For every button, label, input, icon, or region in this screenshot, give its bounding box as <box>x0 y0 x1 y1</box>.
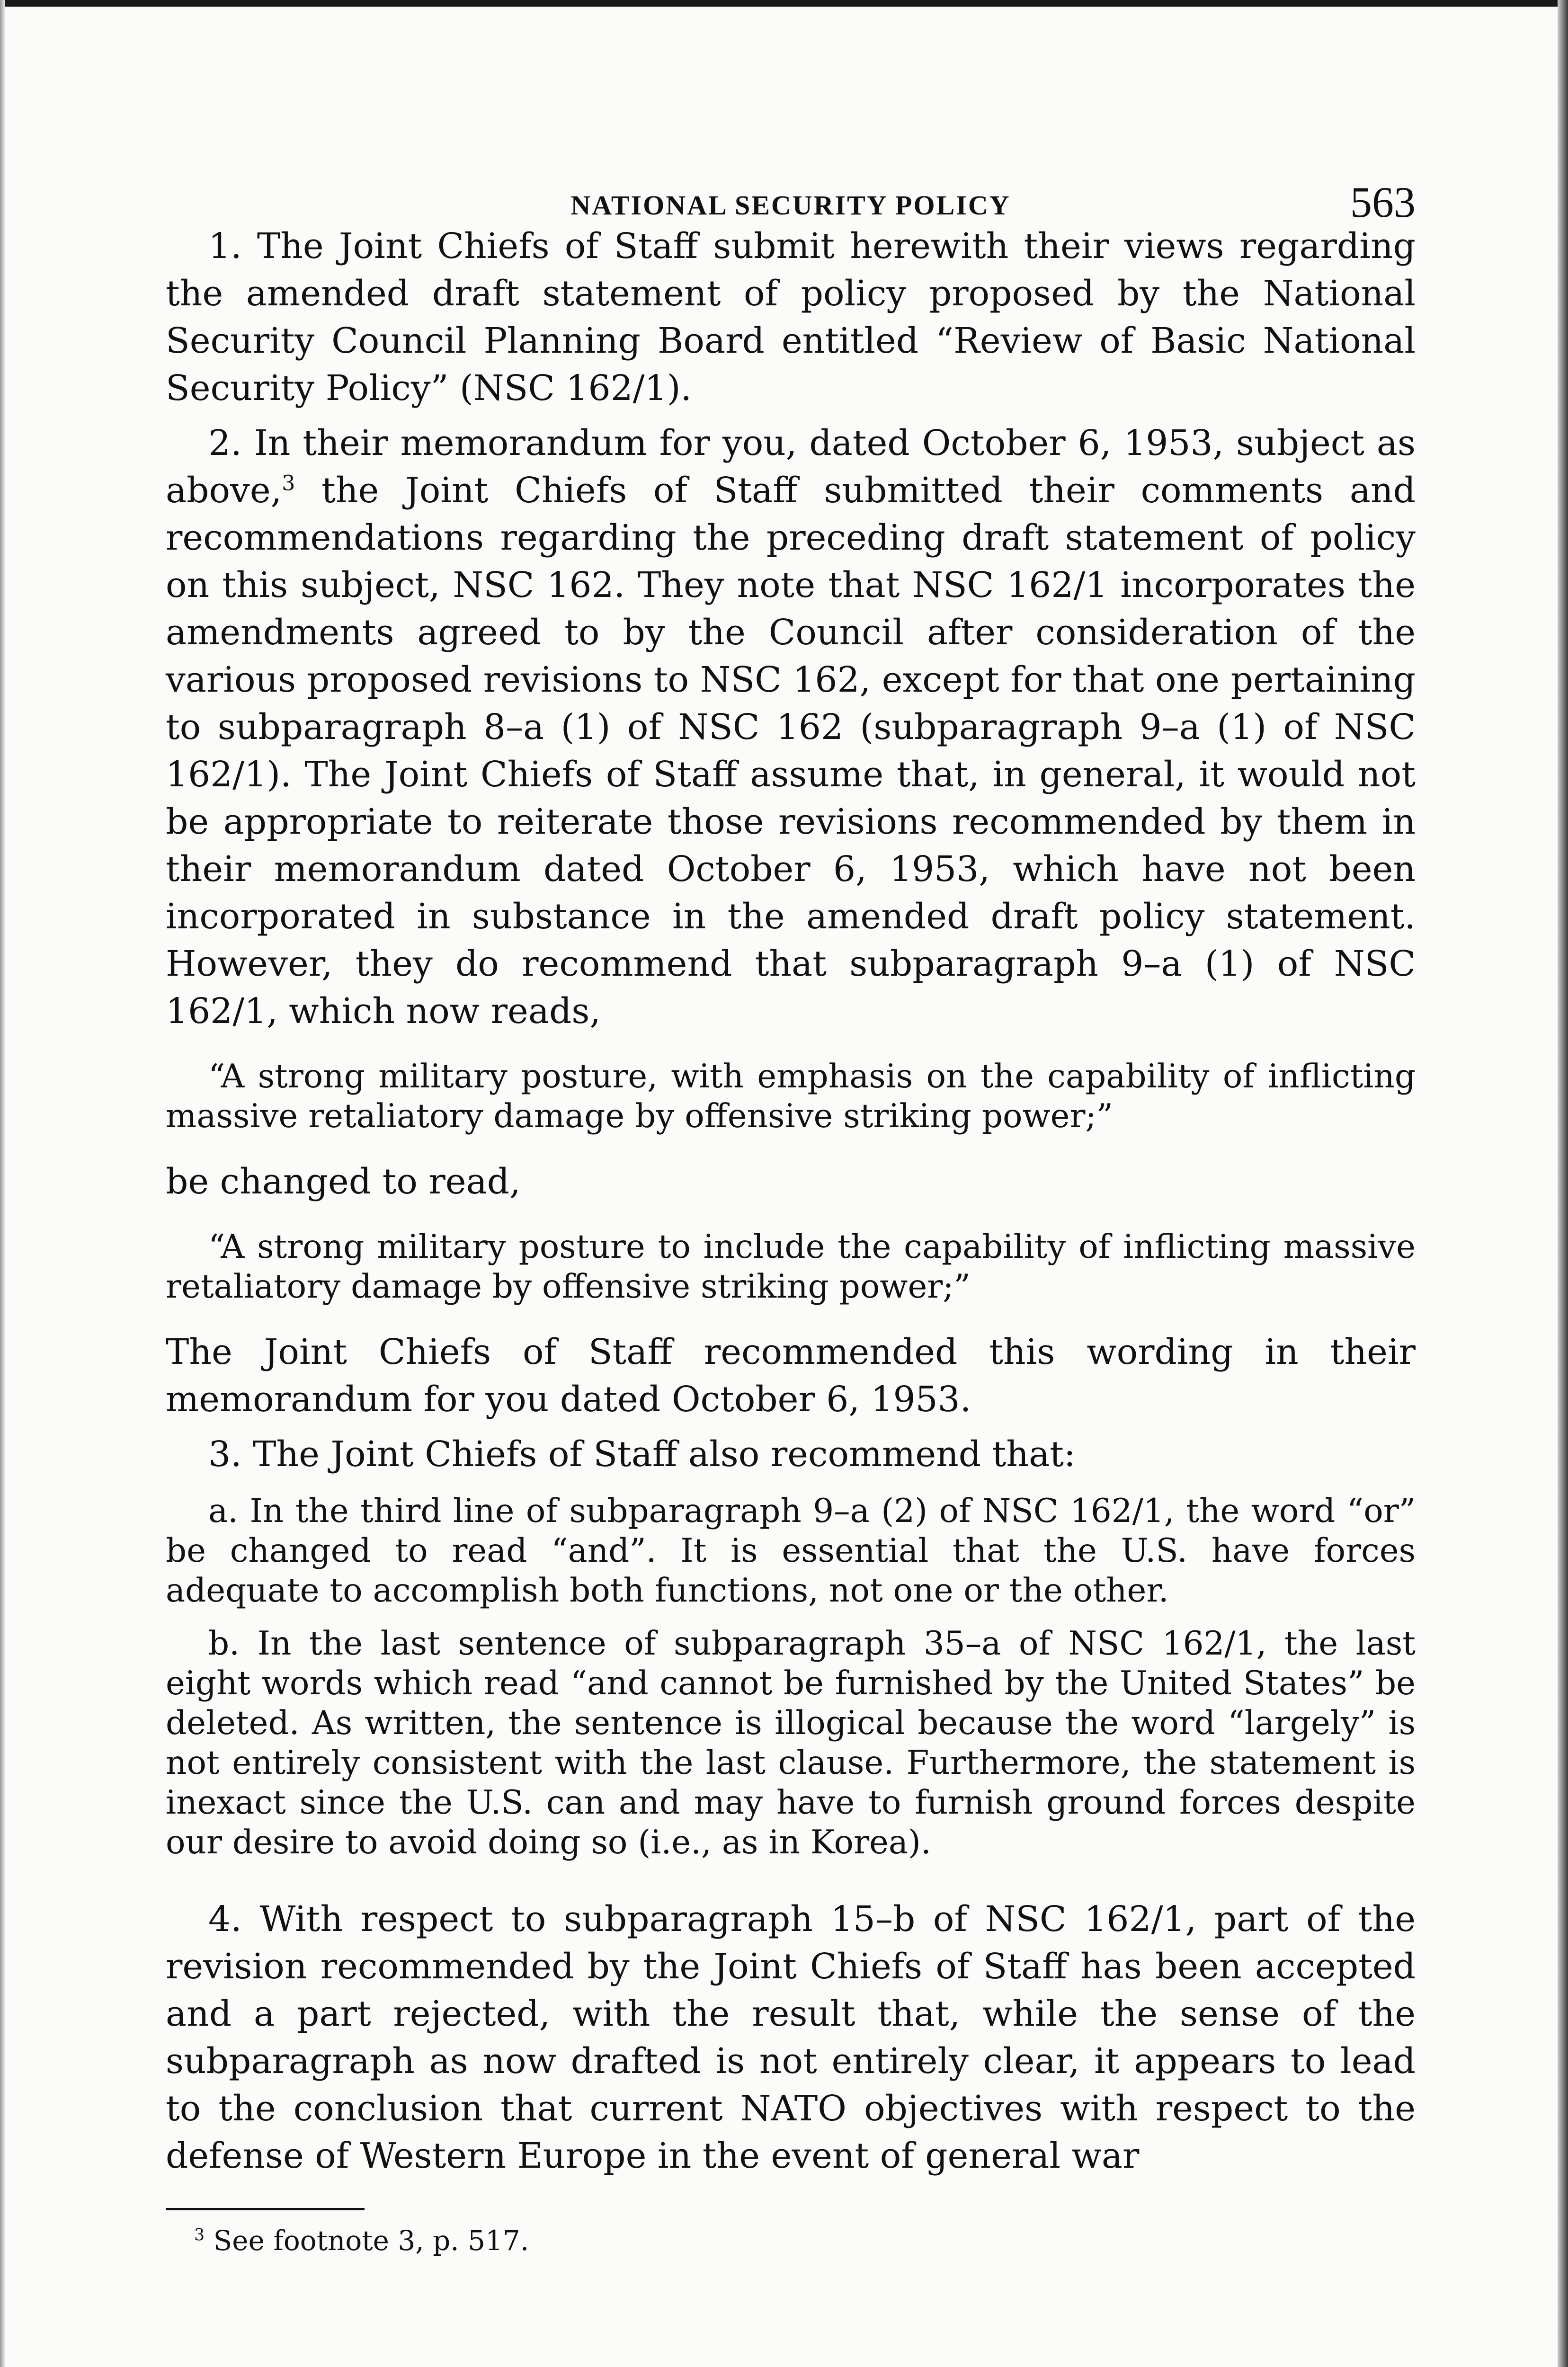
text-block <box>166 161 1416 2260</box>
paragraph-changed-to: be changed to read, <box>166 1161 521 1202</box>
page-right-edge <box>1558 0 1568 2367</box>
running-title: NATIONAL SECURITY POLICY <box>570 190 1011 221</box>
page-number: 563 <box>1350 178 1416 226</box>
footnote-text: See footnote 3, p. 517. <box>205 2225 529 2257</box>
running-head <box>166 161 1416 226</box>
page-left-edge <box>0 0 5 2367</box>
page-top-edge <box>0 0 1568 7</box>
paragraph-2-part-2: the Joint Chiefs of Staff submitted their comments and recommendations regarding the preceding draft statement of policy on this subject, NSC 162. They note that NSC 162/1 incorporates the amendments agreed to by the Council after consideration of the various proposed revisions to NSC 162, except for that one pertaining to subparagraph 8–a (1) of NSC 162 (subparagraph 9–a (1) of NSC 162/1). The Joint Chiefs of Staff assume that, in general, it would not be appropriate to reiterate those revisions recommended by them in their memorandum dated October 6, 1953, which have not been incorporated in substance in the amended draft policy statement. However, they do recommend that subparagraph 9–a (1) of NSC 162/1, which now reads, <box>166 470 1416 1032</box>
footnote-3 <box>166 2222 1416 2260</box>
paragraph-1: 1. The Joint Chiefs of Staff submit herewith their views regarding the amended draft statement of policy proposed by the National Security Council Planning Board entitled “Review of Basic National Security Policy” (NSC 162/1). <box>166 226 1416 409</box>
paragraph-2 <box>166 419 1416 1035</box>
footnote-reference: 3 <box>282 471 295 496</box>
paragraph-3: 3. The Joint Chiefs of Staff also recommend that: <box>208 1434 1076 1475</box>
paragraph-2-part-1: 2. In their memorandum for you, dated October 6, 1953, subject as above, <box>166 423 1416 511</box>
footnote-marker: 3 <box>194 2225 205 2245</box>
paragraph-recommended-wording: The Joint Chiefs of Staff recommended this wording in their memorandum for you dated October 6, 1953. <box>166 1332 1416 1420</box>
recommendation-item-a: a. In the third line of subparagraph 9–a (2) of NSC 162/1, the word “or” be changed to read “and”. It is essential that the U.S. have forces adequate to accomplish both functions, not one or the other. <box>166 1492 1416 1610</box>
block-quote-proposed-wording: “A strong military posture to include the capability of inflicting massive retaliatory damage by offensive striking power;” <box>166 1228 1416 1306</box>
paragraph-4: 4. With respect to subparagraph 15–b of NSC 162/1, part of the revision recommended by the Joint Chiefs of Staff has been accepted and a part rejected, with the result that, while the sense of the subparagraph as now drafted is not entirely clear, it appears to lead to the conclusion that current NATO objectives with respect to the defense of Western Europe in the event of general war <box>166 1899 1416 2176</box>
block-quote-current-wording: “A strong military posture, with emphasis on the capability of inflicting massive retaliatory damage by offensive striking power;” <box>166 1058 1416 1135</box>
recommendation-item-b: b. In the last sentence of subparagraph 35–a of NSC 162/1, the last eight words which read “and cannot be furnished by the United States” be deleted. As written, the sentence is illogical because the word “largely” is not entirely consistent with the last clause. Furthermore, the statement is inexact since the U.S. can and may have to furnish ground forces despite our desire to avoid doing so (i.e., as in Korea). <box>166 1625 1416 1861</box>
footnote-divider <box>166 2208 365 2210</box>
